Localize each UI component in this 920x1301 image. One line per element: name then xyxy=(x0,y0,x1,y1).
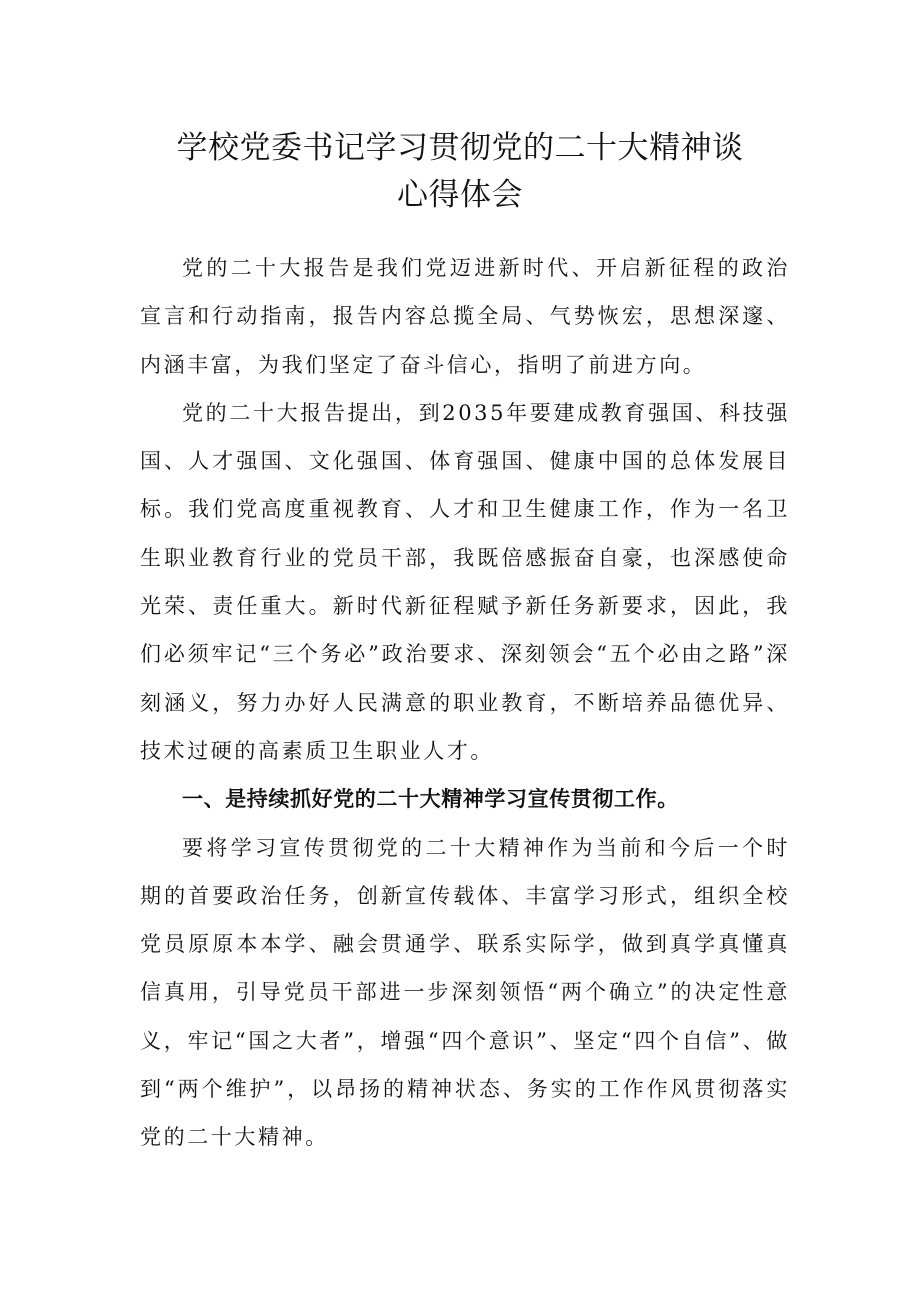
section-heading-1: 一、是持续抓好党的二十大精神学习宣传贯彻工作。 xyxy=(182,787,679,812)
document-title-line-2: 心得体会 xyxy=(397,177,523,213)
document-title-line-1: 学校党委书记学习贯彻党的二十大精神谈 xyxy=(176,130,744,166)
document-body xyxy=(140,244,790,1162)
paragraph-intro: 党的二十大报告是我们党迈进新时代、开启新征程的政治宣言和行动指南，报告内容总揽全局、气势恢宏，思想深邃、内涵丰富，为我们坚定了奋斗信心，指明了前进方向。 xyxy=(140,256,790,377)
section-1-paragraph: 要将学习宣传贯彻党的二十大精神作为当前和今后一个时期的首要政治任务，创新宣传载体、丰富学习形式，组织全校党员原原本本学、融会贯通学、联系实际学，做到真学真懂真信真用，引导党员干部进一步深刻领悟“两个确立”的决定性意义，牢记“国之大者”，增强“四个意识”、坚定“四个自信”、做到“两个维护”，以昂扬的精神状态、务实的工作作风贯彻落实党的二十大精神。 xyxy=(140,835,790,1150)
paragraph-goals: 党的二十大报告提出，到2035年要建成教育强国、科技强国、人才强国、文化强国、体育强国、健康中国的总体发展目标。我们党高度重视教育、人才和卫生健康工作，作为一名卫生职业教育行业的党员干部，我既倍感振奋自豪，也深感使命光荣、责任重大。新时代新征程赋予新任务新要求，因此，我们必须牢记“三个务必”政治要求、深刻领会“五个必由之路”深刻涵义，努力办好人民满意的职业教育，不断培养品德优异、技术过硬的高素质卫生职业人才。 xyxy=(140,400,790,763)
